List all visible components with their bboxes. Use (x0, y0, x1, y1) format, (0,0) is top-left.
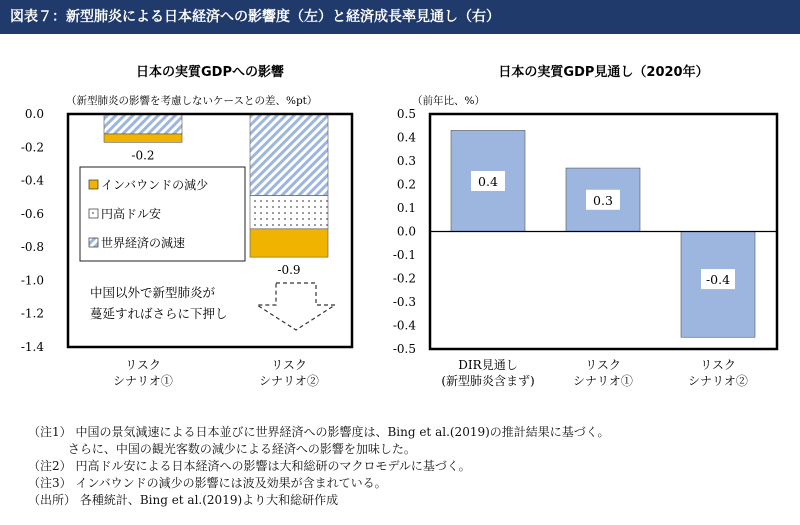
left-chart-title: 日本の実質GDPへの影響 (136, 65, 284, 80)
notes-block (28, 424, 788, 509)
left-x-label-2: リスク (271, 358, 307, 372)
bar-segment-2-2 (250, 196, 328, 229)
left-y-tick: -1.4 (20, 340, 44, 354)
right-y-tick: -0.1 (392, 248, 416, 262)
left-annotation-line-2: 蔓延すればさらに下押し (90, 306, 228, 321)
left-y-tick: -0.4 (20, 173, 44, 188)
value-label-2: 0.3 (593, 192, 613, 208)
right-y-tick: -0.4 (392, 318, 416, 333)
total-label-2: -0.9 (277, 263, 301, 278)
left-x-label-1: シナリオ① (113, 374, 173, 388)
source-note: （出所） 各種統計、Bing et al.(2019)より大和総研作成 (28, 493, 339, 507)
left-x-label-1: リスク (125, 358, 161, 372)
bar-segment-2-1 (250, 114, 328, 196)
down-arrow-icon (257, 283, 335, 330)
right-y-tick: -0.3 (392, 295, 416, 309)
bar-segment-1-1 (104, 114, 182, 134)
right-chart-title: 日本の実質GDP見通し（2020年） (498, 65, 709, 80)
total-label-1: -0.2 (131, 148, 155, 163)
right-y-tick: 0.3 (396, 154, 416, 168)
legend-swatch-1 (89, 180, 98, 189)
right-y-tick: 0.0 (396, 224, 416, 239)
legend-swatch-2 (89, 209, 98, 218)
left-y-tick: 0.0 (24, 107, 44, 121)
right-y-tick: 0.4 (396, 130, 416, 145)
right-x-label-2: リスク (585, 358, 621, 372)
legend-label-1: インバウンドの減少 (101, 178, 209, 192)
right-chart-subtitle: （前年比、%） (412, 95, 485, 107)
note-2: （注2） 円高ドル安による日本経済への影響は大和総研のマクロモデルに基づく。 (28, 459, 471, 473)
legend-swatch-3 (89, 238, 98, 247)
left-y-tick: -0.2 (20, 140, 44, 155)
left-y-tick: -0.8 (20, 240, 44, 255)
bar-segment-1-3 (104, 134, 182, 142)
right-y-tick: 0.5 (396, 107, 416, 121)
right-y-tick: 0.1 (396, 201, 416, 215)
legend-label-2: 円高ドル安 (101, 207, 162, 221)
note-3: （注3） インバウンドの減少の影響には波及効果が含まれている。 (28, 476, 387, 490)
legend-label-3: 世界経済の減速 (101, 236, 186, 250)
right-x-label-3: リスク (700, 358, 736, 372)
note-1-cont: さらに、中国の観光客数の減少による経済への影響を加味した。 (28, 442, 416, 456)
note-1: （注1） 中国の景気減速による日本並びに世界経済への影響度は、Bing et al.(2019)の推計結果に基づく。 (28, 425, 610, 439)
left-chart-subtitle: （新型肺炎の影響を考慮しないケースとの差、%pt） (66, 95, 318, 107)
right-y-tick: -0.5 (392, 342, 416, 356)
right-y-tick: 0.2 (396, 177, 416, 192)
right-x-label-1: DIR見通し (458, 358, 518, 372)
right-x-label-1: (新型肺炎含まず) (441, 374, 535, 388)
left-y-tick: -0.6 (20, 206, 44, 221)
figure-title-banner: 図表７：新型肺炎による日本経済への影響度（左）と経済成長率見通し（右） (0, 0, 800, 34)
value-label-3: -0.4 (705, 272, 731, 288)
left-y-tick: -1.0 (20, 273, 44, 288)
right-y-tick: -0.2 (392, 271, 416, 286)
bar-segment-2-3 (250, 229, 328, 257)
left-annotation-line-1: 中国以外で新型肺炎が (90, 285, 216, 300)
left-y-tick: -1.2 (20, 306, 44, 321)
right-x-label-3: シナリオ② (688, 374, 748, 388)
value-label-1: 0.4 (478, 173, 498, 189)
right-x-label-2: シナリオ① (573, 374, 633, 388)
left-x-label-2: シナリオ② (259, 374, 319, 388)
